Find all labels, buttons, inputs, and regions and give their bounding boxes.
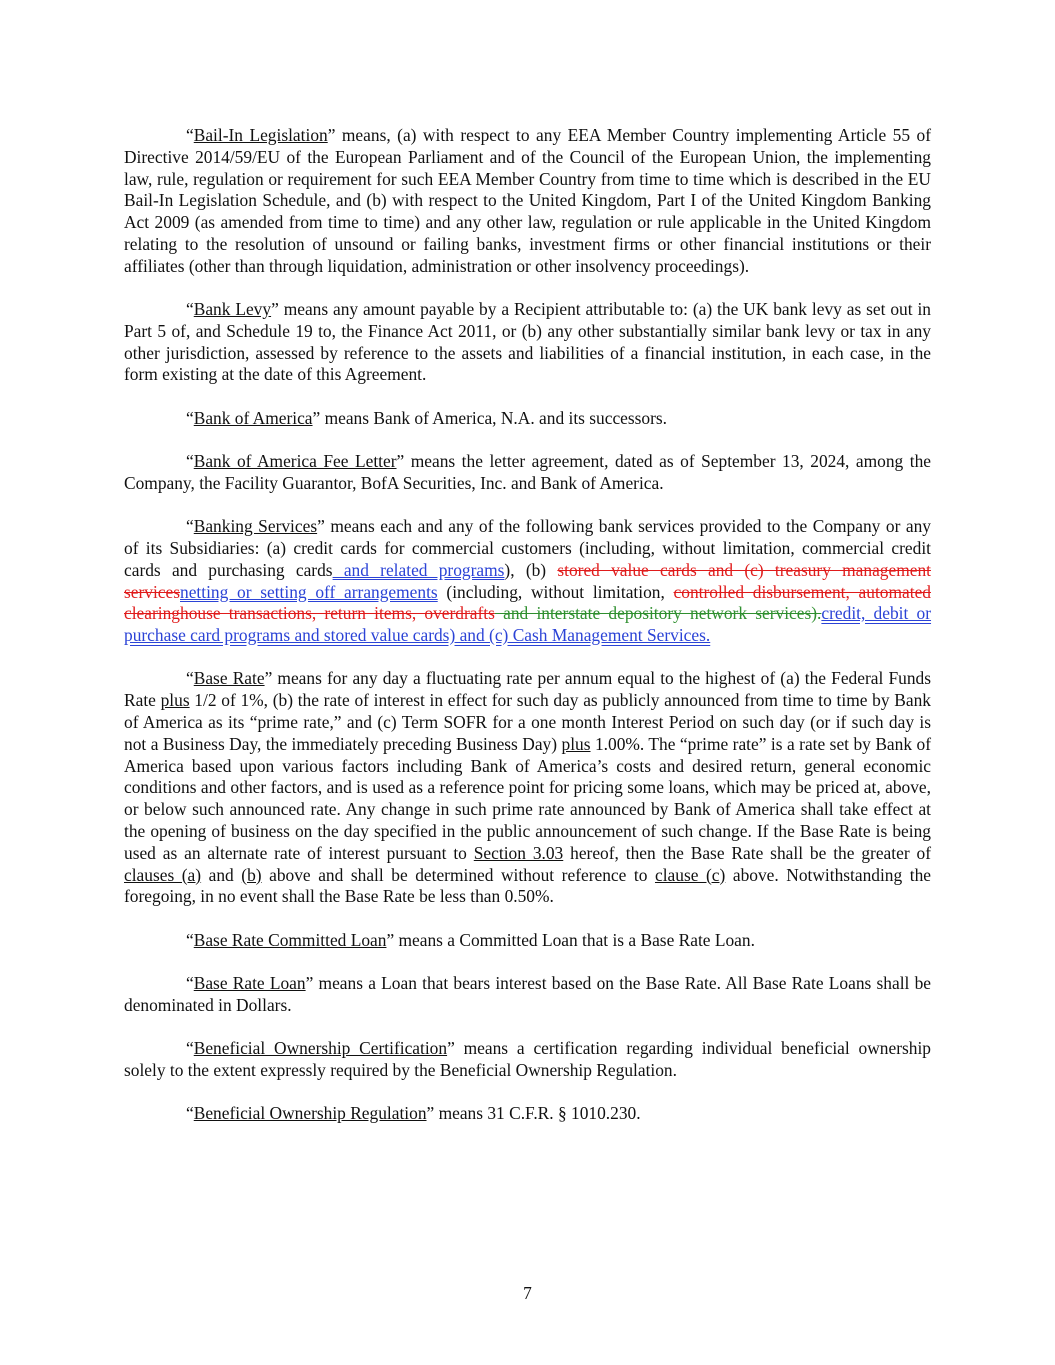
defined-term: Bank of America Fee Letter <box>193 451 397 472</box>
defined-term: Beneficial Ownership Regulation <box>193 1103 427 1124</box>
cross-reference: Section 3.03 <box>473 842 564 863</box>
definition-bail-in-legislation: “Bail-In Legislation” means, (a) with respect to any EEA Member Country implementing Article 55 of Directive 2014/59/EU of the European Parliament and of the Council of the European Union, the implementing law, rule, regulation or requirement for such EEA Member Country from time to time which is described in the EU Bail-In Legislation Schedule, and (b) with respect to the United Kingdom, Part I of the United Kingdom Banking Act 2009 (as amended from time to time) and any other law, regulation or rule applicable in the United Kingdom relating to the resolution of unsound or failing banks, investment firms or other financial institutions or their affiliates (other than through liquidation, administration or other insolvency proceedings). <box>124 125 931 276</box>
defined-term: Base Rate Committed Loan <box>193 929 387 950</box>
definition-banking-services: “Banking Services” means each and any of the following bank services provided to the Company or any of its Subsidiaries: (a) credit cards for commercial customers (including, without limitation, commercial credit cards and purchasing cards and related programs), (b) stored value cards and (c) treasury management servicesnetting or setting off arrangements (including, without limitation, controlled disbursement, automated clearinghouse transactions, return items, overdrafts and interstate depository network services).credit, debit or purchase card programs and stored value cards) and (c) Cash Management Services. <box>124 516 932 646</box>
cross-reference: (b) <box>241 864 262 885</box>
defined-term: Banking Services <box>193 516 318 537</box>
defined-term: Bank of America <box>193 407 313 428</box>
deleted-text: controlled disbursement, automated clearinghouse transactions, return items, overdrafts <box>124 581 931 624</box>
definition-beneficial-ownership-certification: “Beneficial Ownership Certification” means a certification regarding individual beneficial ownership solely to the extent expressly required by the Beneficial Ownership Regulation. <box>124 1038 931 1080</box>
document-page <box>124 125 931 1146</box>
definition-beneficial-ownership-regulation: “Beneficial Ownership Regulation” means 31 C.F.R. § 1010.230. <box>186 1103 641 1124</box>
definition-bank-levy: “Bank Levy” means any amount payable by a Recipient attributable to: (a) the UK bank levy as set out in Part 5 of, and Schedule 19 to, the Finance Act 2011, or (b) any other substantially similar bank levy or tax in any other jurisdiction, assessed by reference to the assets and liabilities of a financial institution, in each case, in the form existing at the date of this Agreement. <box>124 299 931 385</box>
page-number: 7 <box>523 1283 532 1303</box>
cross-reference: clauses (a) <box>124 864 202 885</box>
defined-term: Bail-In Legislation <box>193 125 328 145</box>
inserted-text: credit, debit or purchase card programs and stored value cards) and (c) Cash Management Services. <box>124 603 932 646</box>
inserted-text: netting or setting off arrangements <box>180 581 438 602</box>
defined-term: Beneficial Ownership Certification <box>193 1038 448 1059</box>
defined-term: Base Rate <box>193 668 265 689</box>
defined-term: Base Rate Loan <box>193 973 306 993</box>
cross-reference: clause (c) <box>654 864 726 885</box>
definition-base-rate-committed-loan: “Base Rate Committed Loan” means a Committed Loan that is a Base Rate Loan. <box>186 929 755 950</box>
inserted-text: and related programs <box>332 559 505 580</box>
moved-deleted-text: and interstate depository network services). <box>494 603 822 624</box>
definition-base-rate-loan: “Base Rate Loan” means a Loan that bears interest based on the Base Rate. All Base Rate Loans shall be denominated in Dollars. <box>124 973 931 1015</box>
definition-bank-of-america: “Bank of America” means Bank of America, N.A. and its successors. <box>186 407 668 428</box>
defined-term: Bank Levy <box>193 299 272 320</box>
definition-base-rate: “Base Rate” means for any day a fluctuating rate per annum equal to the highest of (a) the Federal Funds Rate plus 1/2 of 1%, (b) the rate of interest in effect for such day as publicly announced from time to time by Bank of America as its “prime rate,” and (c) Term SOFR for a one month Interest Period on such day (or if such day is not a Business Day, the immediately preceding Business Day) plus 1.00%. The “prime rate” is a rate set by Bank of America based upon various factors including Bank of America’s costs and desired return, general economic conditions and other factors, and is used as a reference point for pricing some loans, which may be priced at, above, or below such announced rate. Any change in such prime rate announced by Bank of America shall take effect at the opening of business on the day specified in the public announcement of such change. If the Base Rate is being used as an alternate rate of interest pursuant to Section 3.03 hereof, then the Base Rate shall be the greater of clauses (a) and (b) above and shall be determined without reference to clause (c) above. Notwithstanding the foregoing, in no event shall the Base Rate be less than 0.50%. <box>124 668 931 907</box>
deleted-text: stored value cards and (c) treasury management services <box>124 559 931 602</box>
definition-bofa-fee-letter: “Bank of America Fee Letter” means the letter agreement, dated as of September 13, 2024, among the Company, the Facility Guarantor, BofA Securities, Inc. and Bank of America. <box>124 451 931 493</box>
